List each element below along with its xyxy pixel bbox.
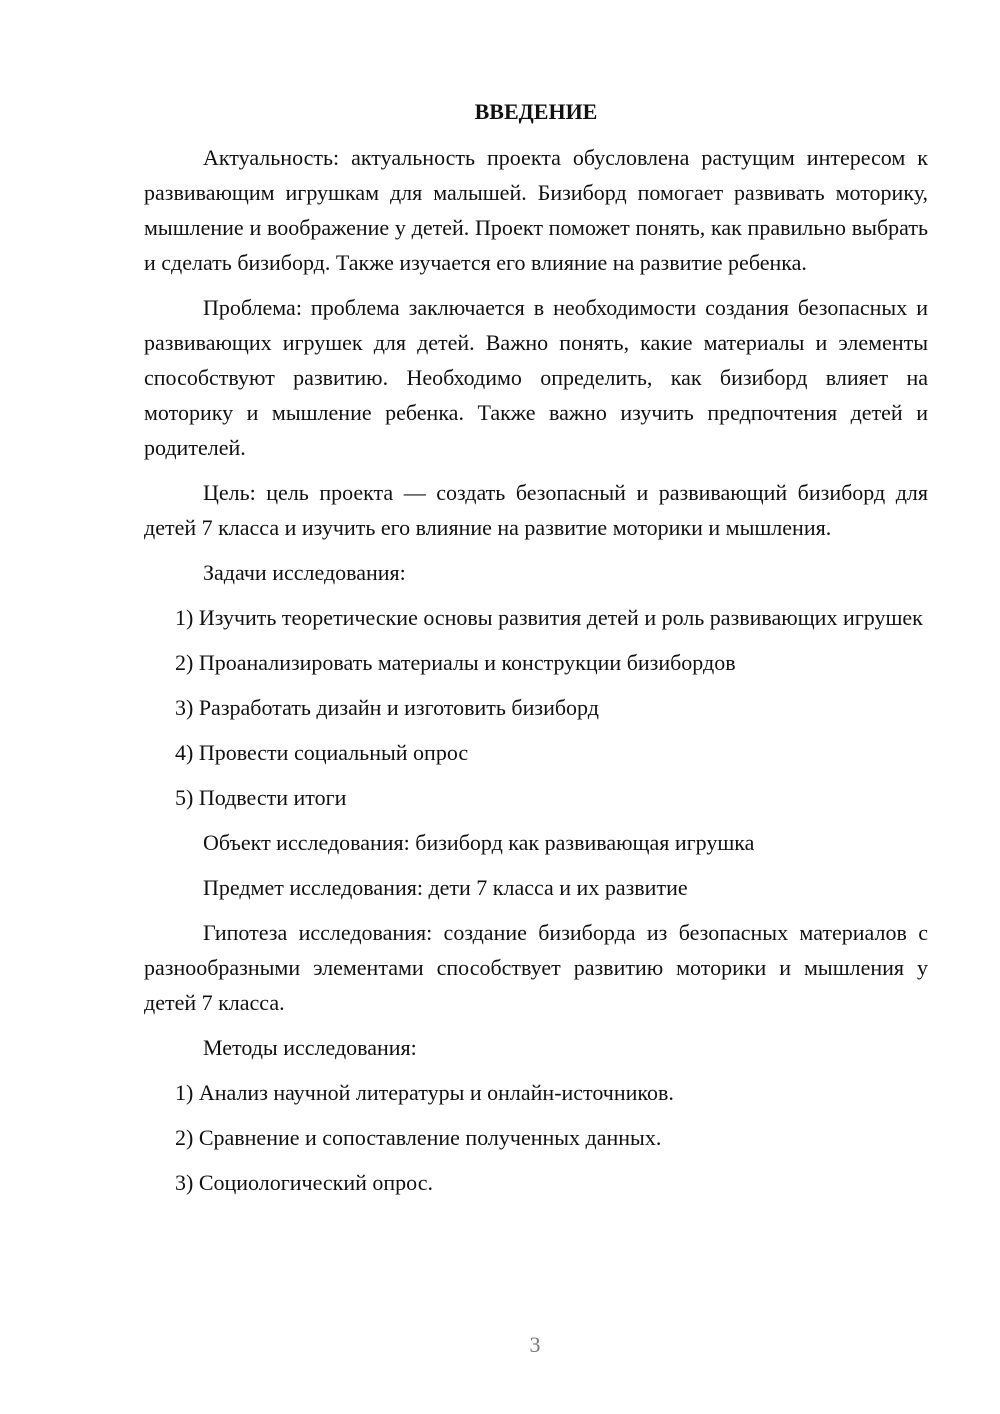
page-number: 3 bbox=[529, 1332, 541, 1357]
task-item-2: 2) Проанализировать материалы и конструкции бизибордов bbox=[175, 650, 736, 675]
paragraph-subject: Предмет исследования: дети 7 класса и их развитие bbox=[203, 875, 688, 900]
paragraph-relevance: Актуальность: актуальность проекта обусловлена растущим интересом к развивающим игрушкам для малышей. Бизиборд помогает развивать моторику, мышление и воображение у детей. Проект поможет понять, как правильно выбрать и сделать бизиборд. Также изучается его влияние на развитие ребенка. bbox=[144, 145, 928, 275]
method-item-1: 1) Анализ научной литературы и онлайн-источников. bbox=[175, 1080, 674, 1105]
method-item-2: 2) Сравнение и сопоставление полученных данных. bbox=[175, 1125, 662, 1150]
paragraph-object: Объект исследования: бизиборд как развивающая игрушка bbox=[203, 830, 755, 855]
paragraph-goal: Цель: цель проекта — создать безопасный и развивающий бизиборд для детей 7 класса и изучить его влияние на развитие моторики и мышления. bbox=[144, 480, 928, 540]
method-item-3: 3) Социологический опрос. bbox=[175, 1170, 433, 1195]
methods-heading: Методы исследования: bbox=[203, 1035, 417, 1060]
paragraph-problem: Проблема: проблема заключается в необходимости создания безопасных и развивающих игрушек для детей. Важно понять, какие материалы и элементы способствуют развитию. Необходимо определить, как бизиборд влияет на моторику и мышление ребенка. Также важно изучить предпочтения детей и родителей. bbox=[144, 295, 928, 460]
task-item-4: 4) Провести социальный опрос bbox=[175, 740, 469, 765]
task-item-3: 3) Разработать дизайн и изготовить бизиборд bbox=[175, 695, 599, 720]
task-item-1: 1) Изучить теоретические основы развития детей и роль развивающих игрушек bbox=[175, 605, 923, 630]
paragraph-hypothesis: Гипотеза исследования: создание бизиборда из безопасных материалов с разнообразными элементами способствует развитию моторики и мышления у детей 7 класса. bbox=[144, 920, 928, 1015]
page-content bbox=[144, 94, 928, 1200]
page-title: ВВЕДЕНИЕ bbox=[474, 99, 598, 124]
tasks-heading: Задачи исследования: bbox=[203, 560, 406, 585]
task-item-5: 5) Подвести итоги bbox=[175, 785, 347, 810]
